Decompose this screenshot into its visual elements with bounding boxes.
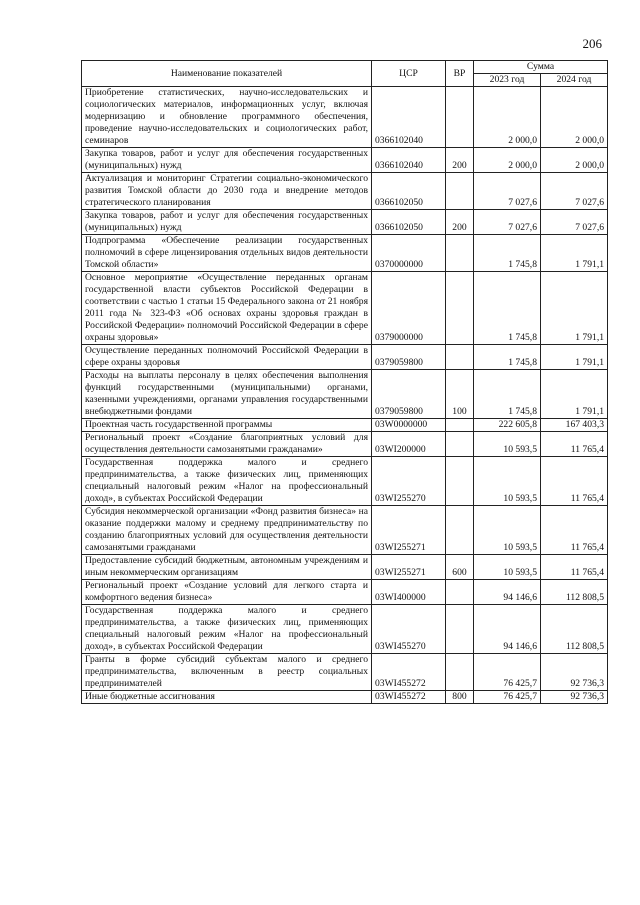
- row-vr: 800: [446, 691, 474, 704]
- row-sum-2024: 112 808,5: [541, 580, 608, 605]
- row-vr: 200: [446, 210, 474, 235]
- row-name: Региональный проект «Создание благоприятных условий для осуществления деятельности самозанятыми гражданами»: [82, 432, 372, 457]
- row-csr: 0370000000: [372, 235, 446, 272]
- row-vr: [446, 345, 474, 370]
- table-row: [82, 235, 608, 272]
- table-row: [82, 555, 608, 580]
- row-name: Осуществление переданных полномочий Российской Федерации в сфере охраны здоровья: [82, 345, 372, 370]
- table-row: [82, 210, 608, 235]
- row-name: Субсидия некоммерческой организации «Фонд развития бизнеса» на оказание поддержки малому и среднему предпринимательству по созданию благоприятных условий для осуществления деятельности самозанятыми гражданами: [82, 506, 372, 555]
- row-vr: [446, 235, 474, 272]
- row-vr: 100: [446, 370, 474, 419]
- row-sum-2024: 2 000,0: [541, 87, 608, 148]
- row-sum-2023: 94 146,6: [474, 605, 541, 654]
- row-sum-2023: 94 146,6: [474, 580, 541, 605]
- row-csr: 03WI200000: [372, 432, 446, 457]
- row-sum-2023: 1 745,8: [474, 345, 541, 370]
- table-row: [82, 506, 608, 555]
- row-name: Расходы на выплаты персоналу в целях обеспечения выполнения функций государственными (муниципальными) органами, казенными учреждениями, органами управления государственными внебюджетными фондами: [82, 370, 372, 419]
- row-csr: 0379059800: [372, 370, 446, 419]
- row-name: Приобретение статистических, научно-исследовательских и социологических материалов, информационных услуг, включая модернизацию и обновление программного обеспечения, проведение научно-исследовательских и социологических работ, семинаров: [82, 87, 372, 148]
- row-name: Государственная поддержка малого и среднего предпринимательства, а также физических лиц, применяющих специальный налоговый режим «Налог на профессиональный доход», в субъектах Российской Федерации: [82, 605, 372, 654]
- row-name: Закупка товаров, работ и услуг для обеспечения государственных (муниципальных) нужд: [82, 210, 372, 235]
- row-name: Региональный проект «Создание условий для легкого старта и комфортного ведения бизнеса»: [82, 580, 372, 605]
- row-vr: [446, 173, 474, 210]
- header-vr: ВР: [446, 61, 474, 87]
- row-sum-2024: 92 736,3: [541, 691, 608, 704]
- row-sum-2024: 11 765,4: [541, 555, 608, 580]
- table-row: [82, 173, 608, 210]
- row-name: Подпрограмма «Обеспечение реализации государственных полномочий в сфере лицензирования отдельных видов деятельности Томской области»: [82, 235, 372, 272]
- row-name: Основное мероприятие «Осуществление переданных органам государственной власти субъектов Российской Федерации в соответствии с частью 1 статьи 15 Федерального закона от 21 ноября 2011 года № 323-ФЗ «Об основах охраны здоровья граждан в Российской Федерации» полномочий Российской Федерации в сфере охраны здоровья»: [82, 272, 372, 345]
- row-name: Проектная часть государственной программы: [82, 419, 372, 432]
- row-csr: 0366102040: [372, 148, 446, 173]
- table-row: [82, 457, 608, 506]
- row-vr: [446, 580, 474, 605]
- table-row: [82, 654, 608, 691]
- row-sum-2024: 112 808,5: [541, 605, 608, 654]
- row-csr: 0366102040: [372, 87, 446, 148]
- table-row: [82, 148, 608, 173]
- row-csr: 0379000000: [372, 272, 446, 345]
- row-name: Государственная поддержка малого и среднего предпринимательства, а также физических лиц, применяющих специальный налоговый режим «Налог на профессиональный доход», в субъектах Российской Федерации: [82, 457, 372, 506]
- row-vr: 200: [446, 148, 474, 173]
- row-csr: 03WI455270: [372, 605, 446, 654]
- row-vr: 600: [446, 555, 474, 580]
- row-sum-2023: 222 605,8: [474, 419, 541, 432]
- table-row: [82, 370, 608, 419]
- table-body: [82, 87, 608, 704]
- row-sum-2024: 7 027,6: [541, 210, 608, 235]
- row-name: Актуализация и мониторинг Стратегии социально-экономического развития Томской области до 2030 года и внедрение методов стратегического планирования: [82, 173, 372, 210]
- row-name: Предоставление субсидий бюджетным, автономным учреждениям и иным некоммерческим организациям: [82, 555, 372, 580]
- row-vr: [446, 419, 474, 432]
- table-row: [82, 432, 608, 457]
- table-row: [82, 87, 608, 148]
- table-row: [82, 419, 608, 432]
- row-sum-2023: 10 593,5: [474, 555, 541, 580]
- table-row: [82, 345, 608, 370]
- row-vr: [446, 605, 474, 654]
- row-vr: [446, 87, 474, 148]
- row-csr: 03WI255270: [372, 457, 446, 506]
- row-name: Гранты в форме субсидий субъектам малого и среднего предпринимательства, включенным в реестр социальных предпринимателей: [82, 654, 372, 691]
- row-vr: [446, 272, 474, 345]
- row-sum-2024: 7 027,6: [541, 173, 608, 210]
- row-csr: 0379059800: [372, 345, 446, 370]
- row-sum-2023: 2 000,0: [474, 87, 541, 148]
- row-vr: [446, 457, 474, 506]
- row-sum-2024: 11 765,4: [541, 432, 608, 457]
- row-csr: 03WI400000: [372, 580, 446, 605]
- header-year-2023: 2023 год: [474, 74, 541, 87]
- header-csr: ЦСР: [372, 61, 446, 87]
- row-csr: 03W0000000: [372, 419, 446, 432]
- page-number: 206: [582, 36, 602, 51]
- row-sum-2024: 11 765,4: [541, 506, 608, 555]
- row-sum-2023: 1 745,8: [474, 272, 541, 345]
- table-row: [82, 605, 608, 654]
- row-sum-2024: 1 791,1: [541, 272, 608, 345]
- budget-table: [81, 60, 608, 704]
- row-sum-2023: 76 425,7: [474, 654, 541, 691]
- row-name: Закупка товаров, работ и услуг для обеспечения государственных (муниципальных) нужд: [82, 148, 372, 173]
- row-sum-2024: 11 765,4: [541, 457, 608, 506]
- row-csr: 03WI255271: [372, 555, 446, 580]
- row-sum-2024: 92 736,3: [541, 654, 608, 691]
- row-vr: [446, 654, 474, 691]
- table-header: [82, 61, 608, 87]
- row-sum-2024: 1 791,1: [541, 345, 608, 370]
- header-name: Наименование показателей: [82, 61, 372, 87]
- row-sum-2023: 1 745,8: [474, 370, 541, 419]
- row-sum-2024: 1 791,1: [541, 235, 608, 272]
- row-csr: 0366102050: [372, 210, 446, 235]
- row-sum-2024: 2 000,0: [541, 148, 608, 173]
- row-sum-2023: 76 425,7: [474, 691, 541, 704]
- row-vr: [446, 432, 474, 457]
- row-sum-2023: 7 027,6: [474, 210, 541, 235]
- table-row: [82, 272, 608, 345]
- row-csr: 03WI455272: [372, 691, 446, 704]
- row-sum-2024: 1 791,1: [541, 370, 608, 419]
- row-sum-2023: 1 745,8: [474, 235, 541, 272]
- row-sum-2024: 167 403,3: [541, 419, 608, 432]
- row-vr: [446, 506, 474, 555]
- table-row: [82, 580, 608, 605]
- header-sum: Сумма: [474, 61, 608, 74]
- header-year-2024: 2024 год: [541, 74, 608, 87]
- row-sum-2023: 10 593,5: [474, 457, 541, 506]
- table-row: [82, 691, 608, 704]
- row-sum-2023: 10 593,5: [474, 506, 541, 555]
- row-sum-2023: 7 027,6: [474, 173, 541, 210]
- row-csr: 03WI455272: [372, 654, 446, 691]
- row-sum-2023: 10 593,5: [474, 432, 541, 457]
- row-csr: 03WI255271: [372, 506, 446, 555]
- row-csr: 0366102050: [372, 173, 446, 210]
- row-sum-2023: 2 000,0: [474, 148, 541, 173]
- row-name: Иные бюджетные ассигнования: [82, 691, 372, 704]
